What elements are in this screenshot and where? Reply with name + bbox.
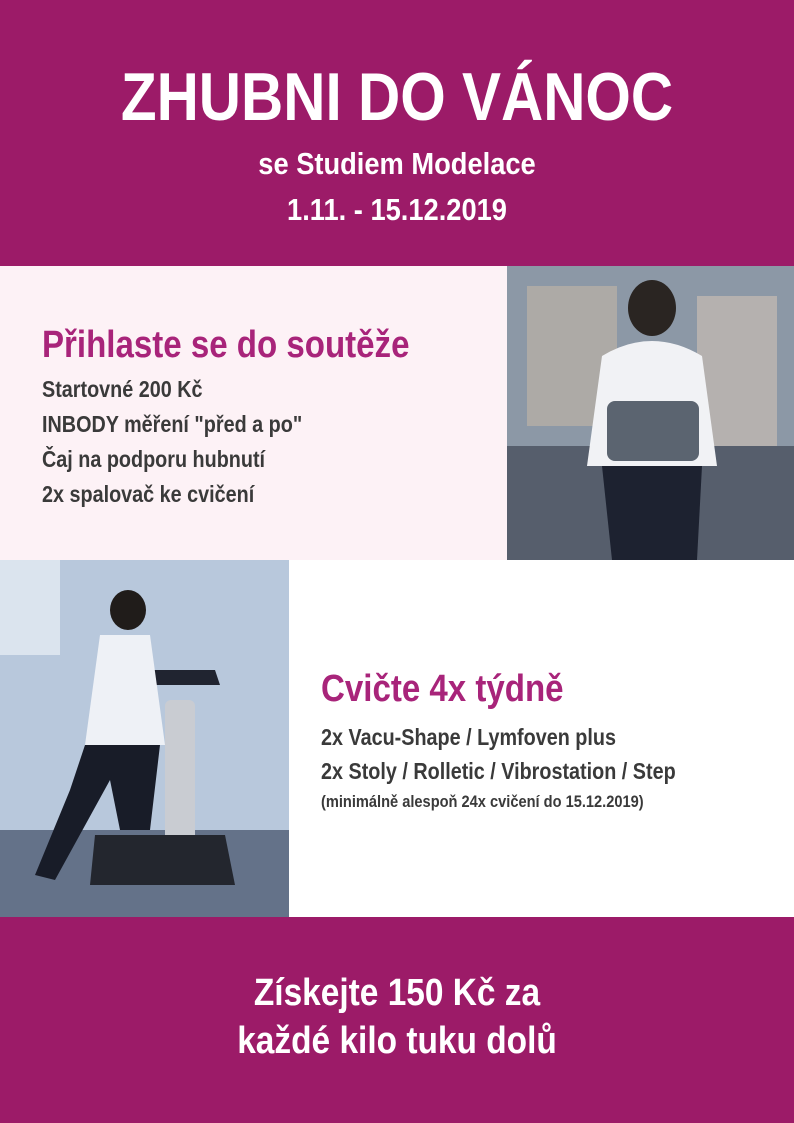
header-banner bbox=[0, 0, 794, 266]
footer-banner bbox=[0, 917, 794, 1123]
page-subtitle: se Studiem Modelace bbox=[258, 146, 536, 181]
signup-item: 2x spalovač ke cvičení bbox=[42, 481, 255, 507]
footer-line-1: Získejte 150 Kč za bbox=[253, 972, 541, 1014]
page-title: ZHUBNI DO VÁNOC bbox=[120, 59, 674, 135]
date-range: 1.11. - 15.12.2019 bbox=[287, 192, 507, 227]
exercise-item: 2x Stoly / Rolletic / Vibrostation / Step bbox=[321, 758, 676, 784]
exercise-note: (minimálně alespoň 24x cvičení do 15.12.2019) bbox=[321, 792, 644, 811]
exercise-heading: Cvičte 4x týdně bbox=[321, 668, 564, 710]
signup-item: Čaj na podporu hubnutí bbox=[42, 446, 266, 472]
exercise-section bbox=[289, 560, 794, 917]
photo-vacu-belt bbox=[507, 266, 794, 560]
signup-item: INBODY měření "před a po" bbox=[42, 411, 303, 437]
footer-line-2: každé kilo tuku dolů bbox=[237, 1020, 557, 1062]
photo-vibrostation bbox=[0, 560, 289, 917]
signup-item: Startovné 200 Kč bbox=[42, 376, 203, 402]
signup-section bbox=[0, 266, 507, 560]
signup-heading: Přihlaste se do soutěže bbox=[42, 324, 410, 366]
exercise-item: 2x Vacu-Shape / Lymfoven plus bbox=[321, 724, 616, 750]
